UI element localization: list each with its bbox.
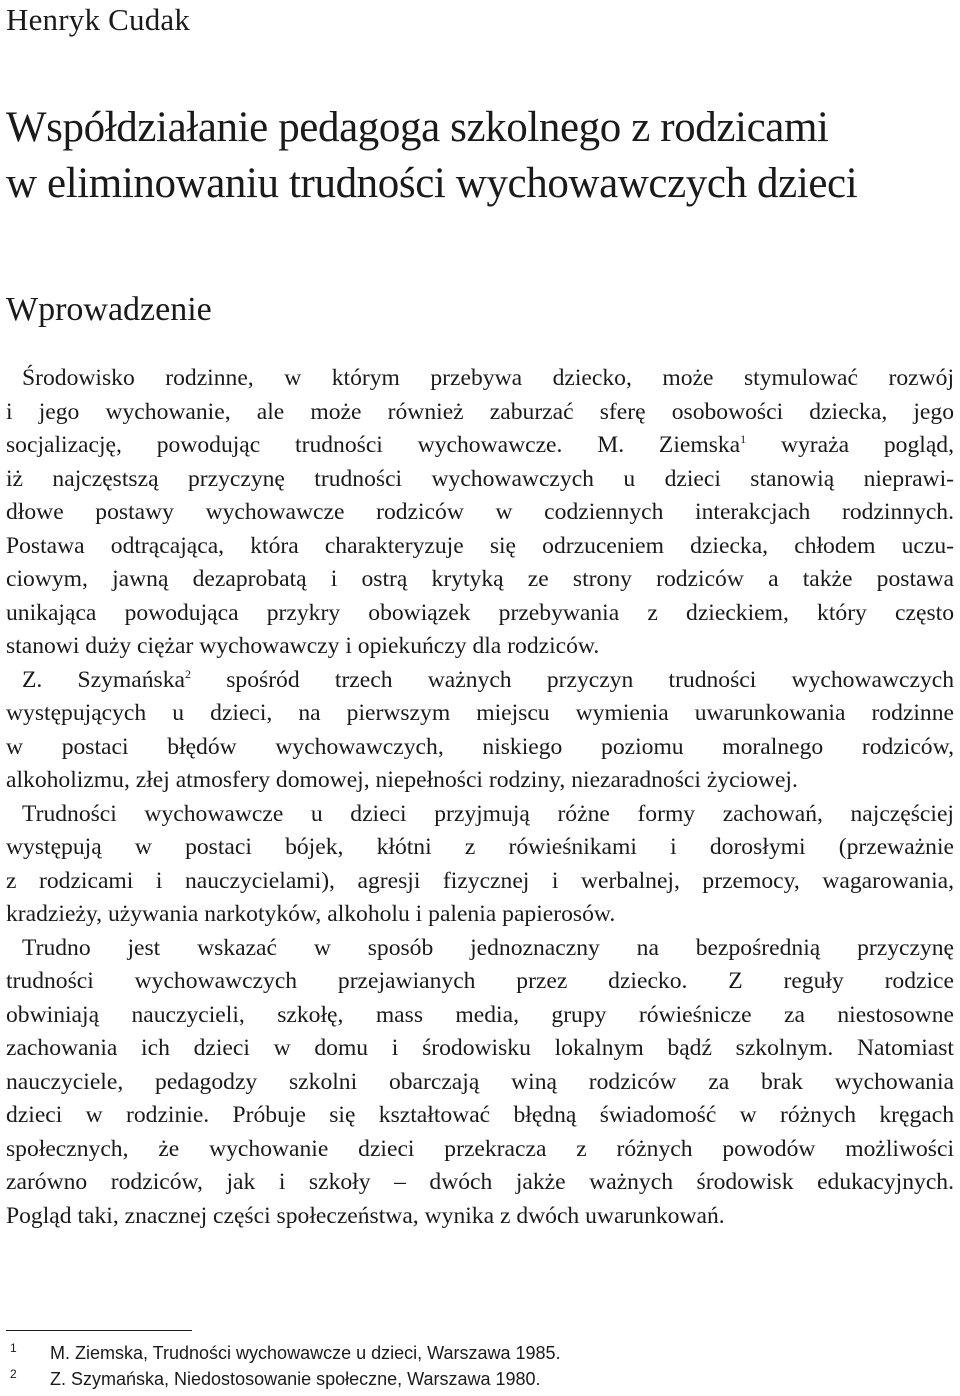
body-line-text: zachowania ich dzieci w domu i środowisku lokalnym bądź szkolnym. Natomiast [6,1035,954,1061]
body-line [6,932,954,966]
body-line-text: ciowym, jawną dezaprobatą i ostrą krytyką ze strony rodziców a także postawa [6,566,954,592]
section-heading: Wprowadzenie [6,291,212,328]
body-line [6,865,954,899]
body-line-text: Z. Szymańska [22,666,186,693]
footnote-reference: 1 [740,432,747,447]
body-line [6,362,954,396]
body-line [6,697,954,731]
body-text [6,362,954,1233]
body-line-text: występują w postaci bójek, kłótni z rówieśnikami i dorosłymi (przeważnie [6,834,954,860]
body-line-text: iż najczęstszą przyczynę trudności wychowawczych u dzieci stanowią nieprawi- [6,465,954,492]
body-line-text: unikająca powodująca przykry obowiązek przebywania z dzieckiem, który często [6,599,954,626]
body-line [6,429,954,463]
body-line [6,798,954,832]
body-line-text: i jego wychowanie, ale może również zaburzać sferę osobowości dziecka, jego [6,398,954,425]
body-line [6,463,954,497]
title-line: w eliminowaniu trudności wychowawczych dzieci [6,160,858,207]
body-line [6,664,954,698]
body-line [6,630,954,664]
footnote [10,1366,910,1392]
body-line [6,1099,954,1133]
body-line-text: Postawa odtrącająca, która charakteryzuje się odrzuceniem dziecka, chłodem uczu- [6,532,954,559]
body-line-text: kradzieży, używania narkotyków, alkoholu i palenia papierosów. [6,901,616,927]
footnote-reference: 2 [185,666,192,681]
body-line [6,1133,954,1167]
title-line: Współdziałanie pedagoga szkolnego z rodzicami [6,104,829,151]
body-line-text: zarówno rodziców, jak i szkoły – dwóch jakże ważnych środowisk edukacyjnych. [6,1169,954,1195]
body-line [6,1032,954,1066]
body-line [6,965,954,999]
article-title [6,100,956,212]
body-line-text: Trudno jest wskazać w sposób jednoznaczny na bezpośrednią przyczynę [22,934,954,961]
body-line-text: Środowisko rodzinne, w którym przebywa dziecko, może stymulować rozwój [22,365,954,391]
body-line [6,396,954,430]
body-line-text: socjalizację, powodując trudności wychowawcze. M. Ziemska [6,432,741,458]
body-line [6,831,954,865]
body-line-text: dłowe postawy wychowawcze rodziców w codziennych interakcjach rodzinnych. [6,499,954,525]
body-line-text: alkoholizmu, złej atmosfery domowej, niepełności rodziny, niezaradności życiowej. [6,767,798,793]
body-line [6,764,954,798]
footnote-mark: 1 [10,1341,17,1355]
body-line-text: wyraża pogląd, [746,432,954,458]
body-line-text: obwiniają nauczycieli, szkołę, mass media, grupy rówieśnicze za niestosowne [6,1001,954,1028]
body-line-text: spośród trzech ważnych przyczyn trudności wychowawczych [191,666,955,693]
body-line-text: dzieci w rodzinie. Próbuje się kształtować błędną świadomość w różnych kręgach [6,1102,954,1128]
body-line [6,496,954,530]
body-line [6,1066,954,1100]
body-line [6,898,954,932]
body-line-text: występujących u dzieci, na pierwszym miejscu wymienia uwarunkowania rodzinne [6,700,954,726]
body-line-text: społecznych, że wychowanie dzieci przekracza z różnych powodów możliwości [6,1135,954,1162]
body-line [6,1166,954,1200]
body-line [6,530,954,564]
body-line-text: stanowi duży ciężar wychowawczy i opiekuńczy dla rodziców. [6,633,600,659]
body-line-text: nauczyciele, pedagodzy szkolni obarczają winą rodziców za brak wychowania [6,1068,954,1095]
footnote-divider [6,1330,192,1331]
body-line-text: z rodzicami i nauczycielami), agresji fizycznej i werbalnej, przemocy, wagarowania, [6,867,954,894]
body-line-text: trudności wychowawczych przejawianych przez dziecko. Z reguły rodzice [6,968,954,994]
author-name: Henryk Cudak [6,2,191,37]
footnote [10,1340,910,1366]
body-line-text: w postaci błędów wychowawczych, niskiego poziomu moralnego rodziców, [6,733,954,760]
body-line [6,731,954,765]
body-line-text: Pogląd taki, znacznej części społeczeństwa, wynika z dwóch uwarunkowań. [6,1202,725,1229]
body-line [6,999,954,1033]
body-line [6,1200,954,1234]
body-line [6,597,954,631]
body-line [6,563,954,597]
body-line-text: Trudności wychowawcze u dzieci przyjmują różne formy zachowań, najczęściej [22,800,954,827]
footnote-text: M. Ziemska, Trudności wychowawcze u dzieci, Warszawa 1985. [50,1343,561,1363]
footnotes [10,1340,910,1392]
footnote-text: Z. Szymańska, Niedostosowanie społeczne, Warszawa 1980. [50,1369,541,1389]
footnote-mark: 2 [10,1367,17,1381]
